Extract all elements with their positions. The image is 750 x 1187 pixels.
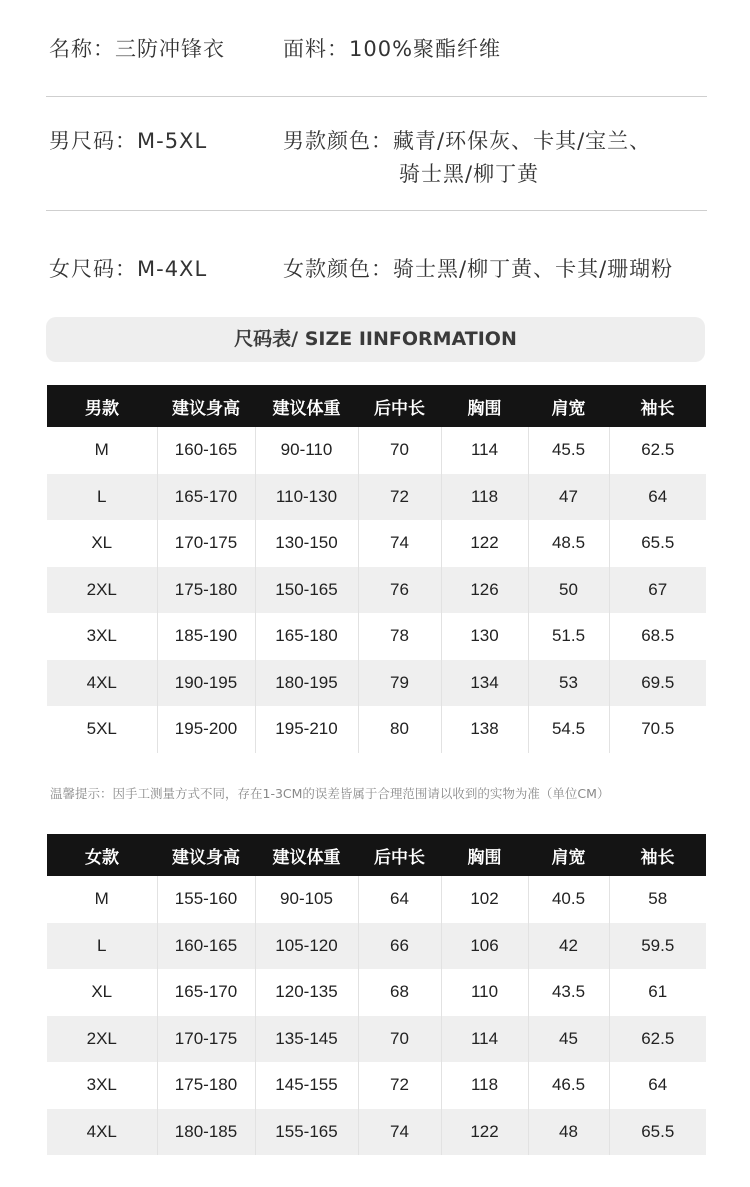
- table-cell: 170-175: [157, 1016, 255, 1063]
- table-row: [47, 1109, 706, 1156]
- table-cell: 155-160: [157, 876, 255, 923]
- table-cell: XL: [47, 520, 157, 567]
- table-cell: 118: [441, 474, 528, 521]
- column-header: 建议体重: [255, 834, 358, 876]
- table-row: [47, 1062, 706, 1109]
- table-cell: 70.5: [641, 719, 675, 739]
- table-cell: 64: [609, 474, 706, 521]
- table-cell: 122: [441, 520, 528, 567]
- table-cell: 138: [441, 706, 528, 753]
- divider: [46, 210, 707, 211]
- column-header: 建议体重: [255, 385, 358, 427]
- men-colors: 男款颜色：藏青/环保灰、卡其/宝兰、: [283, 129, 652, 153]
- table-cell: 68: [358, 969, 441, 1016]
- table-cell: 114: [441, 1016, 528, 1063]
- column-header: 肩宽: [528, 385, 609, 427]
- table-cell: 72: [358, 1062, 441, 1109]
- table-cell: 62.5: [641, 440, 675, 460]
- table-header-row: [47, 834, 706, 876]
- column-header: 袖长: [609, 385, 706, 427]
- table-cell: 165-180: [255, 613, 358, 660]
- column-header: 胸围: [441, 385, 528, 427]
- table-cell: 130-150: [255, 520, 358, 567]
- table-row: [47, 613, 706, 660]
- table-cell: M: [47, 427, 157, 474]
- table-cell: 120-135: [255, 969, 358, 1016]
- table-cell: 72: [358, 474, 441, 521]
- table-cell: 122: [441, 1109, 528, 1156]
- table-cell: 66: [358, 923, 441, 970]
- table-cell: 2XL: [47, 567, 157, 614]
- column-header: 建议身高: [157, 385, 255, 427]
- table-cell: 102: [441, 876, 528, 923]
- table-cell: M: [47, 876, 157, 923]
- table-cell: 40.5: [528, 876, 609, 923]
- table-cell: 74: [358, 520, 441, 567]
- product-name: 名称：三防冲锋衣: [49, 37, 225, 61]
- table-cell: 165-170: [157, 474, 255, 521]
- table-cell: 2XL: [47, 1016, 157, 1063]
- column-header: 建议身高: [157, 834, 255, 876]
- women-size-range: 女尺码：M-4XL: [49, 257, 208, 281]
- table-cell: 70: [358, 427, 441, 474]
- table-row: [47, 660, 706, 707]
- table-cell: 165-170: [157, 969, 255, 1016]
- table-cell: 65.5: [641, 533, 675, 553]
- table-cell: 4XL: [47, 660, 157, 707]
- table-cell: 195-200: [157, 706, 255, 753]
- table-cell: 64: [358, 876, 441, 923]
- women-colors: 女款颜色：骑士黑/柳丁黄、卡其/珊瑚粉: [283, 257, 674, 281]
- column-header: 后中长: [358, 385, 441, 427]
- table-cell: 190-195: [157, 660, 255, 707]
- table-cell: 106: [441, 923, 528, 970]
- table-cell: 130: [441, 613, 528, 660]
- table-cell: 195-210: [255, 706, 358, 753]
- size-info-banner: 尺码表/ SIZE IINFORMATION: [46, 317, 705, 362]
- table-cell: 78: [358, 613, 441, 660]
- column-header: 女款: [47, 834, 157, 876]
- table-cell: 160-165: [157, 923, 255, 970]
- table-cell: XL: [47, 969, 157, 1016]
- table-cell: 126: [441, 567, 528, 614]
- table-cell: 67: [609, 567, 706, 614]
- table-row: [47, 876, 706, 923]
- table-cell: L: [47, 923, 157, 970]
- table-cell: 175-180: [157, 1062, 255, 1109]
- table-cell: 134: [441, 660, 528, 707]
- table-cell: 110: [441, 969, 528, 1016]
- women-size-table: [47, 834, 706, 1155]
- men-size-range: 男尺码：M-5XL: [49, 129, 208, 153]
- table-cell: 135-145: [255, 1016, 358, 1063]
- table-cell: 76: [358, 567, 441, 614]
- table-cell: 47: [528, 474, 609, 521]
- table-cell: 90-105: [255, 876, 358, 923]
- table-cell: 145-155: [255, 1062, 358, 1109]
- table-row: [47, 1016, 706, 1063]
- table-cell: 80: [358, 706, 441, 753]
- table-row: [47, 706, 706, 753]
- table-header-row: [47, 385, 706, 427]
- table-row: [47, 474, 706, 521]
- column-header: 肩宽: [528, 834, 609, 876]
- table-cell: 118: [441, 1062, 528, 1109]
- table-cell: 69.5: [609, 660, 706, 707]
- table-cell: 150-165: [255, 567, 358, 614]
- table-cell: 3XL: [47, 1062, 157, 1109]
- table-row: [47, 567, 706, 614]
- table-cell: 45: [528, 1016, 609, 1063]
- table-cell: 51.5: [528, 613, 609, 660]
- table-cell: 79: [358, 660, 441, 707]
- table-row: [47, 520, 706, 567]
- table-cell: 110-130: [255, 474, 358, 521]
- table-cell: 46.5: [528, 1062, 609, 1109]
- table-cell: 3XL: [47, 613, 157, 660]
- table-cell: 170-175: [157, 520, 255, 567]
- table-cell: 4XL: [47, 1109, 157, 1156]
- table-cell: L: [47, 474, 157, 521]
- divider: [46, 96, 707, 97]
- table-cell: 180-185: [157, 1109, 255, 1156]
- column-header: 袖长: [609, 834, 706, 876]
- table-cell: 59.5: [609, 923, 706, 970]
- table-cell: 58: [648, 889, 668, 909]
- table-cell: 61: [648, 982, 668, 1002]
- table-cell: 62.5: [609, 1016, 706, 1063]
- table-cell: 50: [528, 567, 609, 614]
- table-cell: 175-180: [157, 567, 255, 614]
- table-cell: 160-165: [157, 427, 255, 474]
- table-cell: 74: [358, 1109, 441, 1156]
- measurement-note: 温馨提示：因手工测量方式不同，存在1-3CM的误差皆属于合理范围请以收到的实物为准（单位CM）: [50, 786, 610, 801]
- table-cell: 105-120: [255, 923, 358, 970]
- table-cell: 54.5: [528, 706, 609, 753]
- table-cell: 48: [528, 1109, 609, 1156]
- fabric-info: 面料：100%聚酯纤维: [283, 37, 502, 61]
- table-cell: 43.5: [528, 969, 609, 1016]
- table-cell: 64: [648, 1075, 668, 1095]
- men-size-table: [47, 385, 706, 753]
- table-cell: 114: [441, 427, 528, 474]
- table-cell: 155-165: [255, 1109, 358, 1156]
- table-cell: 53: [528, 660, 609, 707]
- table-row: [47, 969, 706, 1016]
- table-cell: 48.5: [528, 520, 609, 567]
- table-cell: 90-110: [255, 427, 358, 474]
- table-cell: 42: [528, 923, 609, 970]
- column-header: 胸围: [441, 834, 528, 876]
- table-cell: 180-195: [255, 660, 358, 707]
- table-cell: 68.5: [641, 626, 675, 646]
- table-cell: 45.5: [528, 427, 609, 474]
- column-header: 男款: [47, 385, 157, 427]
- table-cell: 185-190: [157, 613, 255, 660]
- table-cell: 65.5: [609, 1109, 706, 1156]
- column-header: 后中长: [358, 834, 441, 876]
- table-row: [47, 923, 706, 970]
- table-cell: 5XL: [47, 706, 157, 753]
- men-colors-line2: 骑士黑/柳丁黄: [399, 162, 540, 186]
- table-cell: 70: [358, 1016, 441, 1063]
- table-row: [47, 427, 706, 474]
